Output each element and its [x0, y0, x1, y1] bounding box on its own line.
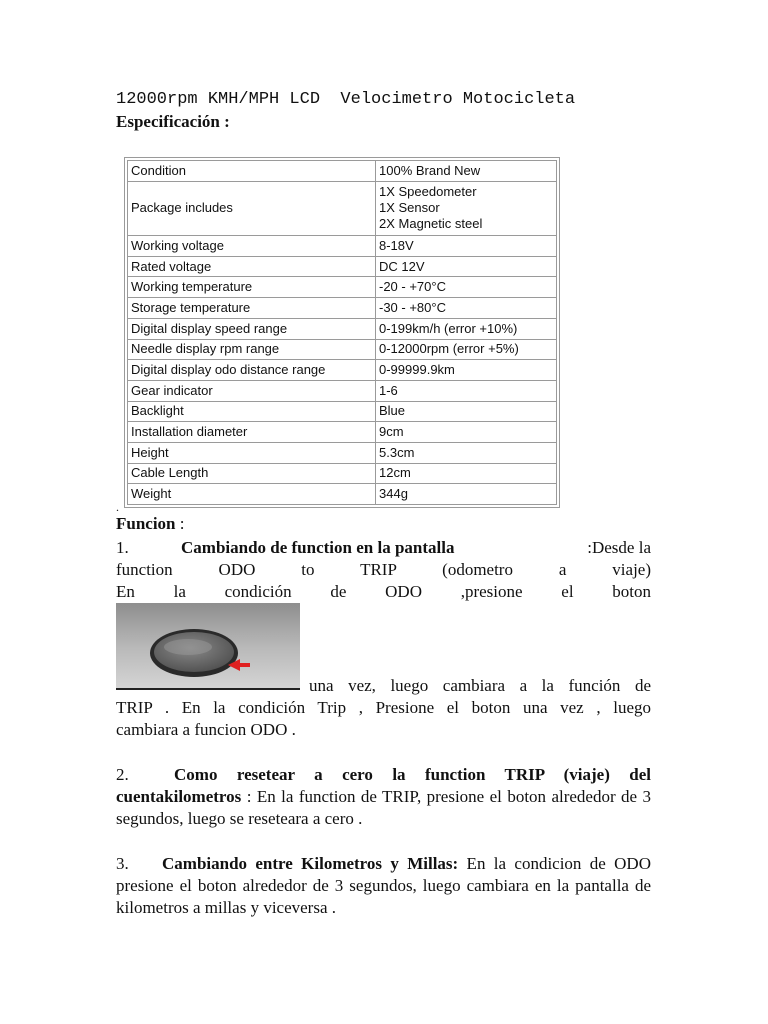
spec-value-cell: [376, 401, 557, 422]
section-1-line-3: En la condición de ODO ,presione el boton: [116, 582, 651, 601]
spec-key-cell: Height: [128, 442, 376, 463]
section-1-line-1-rest: :Desde la: [587, 538, 651, 557]
table-row: [128, 236, 557, 257]
spec-value-cell: [376, 442, 557, 463]
spec-value-cell: [376, 380, 557, 401]
spec-value-line: 344g: [379, 486, 408, 502]
spec-value-line: 0-12000rpm (error +5%): [379, 341, 519, 357]
spec-key-cell: Package includes: [128, 181, 376, 235]
section-1-line-5: TRIP . En la condición Trip , Presione el boton una vez , luego: [116, 698, 651, 717]
funcion-label: Funcion: [116, 514, 176, 533]
spec-value-line: 0-99999.9km: [379, 362, 455, 377]
spec-value-line: 1X Sensor: [379, 200, 440, 216]
spec-key-cell: Gear indicator: [128, 380, 376, 401]
table-row: [128, 442, 557, 463]
specification-heading: Especificación :: [116, 112, 230, 131]
section-3: [116, 853, 651, 919]
button-photo: [116, 603, 300, 690]
table-row: [128, 161, 557, 182]
section-2: [116, 764, 651, 830]
document-title: 12000rpm KMH/MPH LCD Velocimetro Motocicleta: [116, 90, 576, 109]
table-row: [128, 339, 557, 360]
spec-value-line: 8-18V: [379, 237, 414, 253]
section-3-heading: Cambiando entre Kilometros y Millas:: [162, 854, 459, 873]
spec-value-line: 1X Speedometer: [379, 184, 477, 200]
section-1-heading: Cambiando de function en la pantalla: [181, 538, 455, 557]
spec-key-cell: Storage temperature: [128, 298, 376, 319]
spec-key-cell: Cable Length: [128, 463, 376, 484]
section-2-text: : En la function de TRIP, presione el boton alrededor de 3 segundos, luego se reseteara a cero .: [116, 787, 651, 828]
section-2-heading: Como resetear a cero la function TRIP (viaje) del cuentakilometros: [116, 765, 651, 806]
spec-value-cell: [376, 360, 557, 381]
spec-key-cell: Needle display rpm range: [128, 339, 376, 360]
spec-value-cell: [376, 236, 557, 257]
table-row: [128, 360, 557, 381]
funcion-colon: :: [175, 514, 185, 533]
table-trailing-dot: .: [116, 500, 119, 514]
spec-key-cell: Digital display odo distance range: [128, 360, 376, 381]
table-row: [128, 401, 557, 422]
table-row: [128, 422, 557, 443]
spec-value-line: DC 12V: [379, 258, 425, 274]
section-1-line-2: function ODO to TRIP (odometro a viaje): [116, 560, 651, 579]
table-row: [128, 484, 557, 505]
spec-value-cell: [376, 298, 557, 319]
section-1-number: 1.: [116, 538, 129, 557]
spec-key-cell: Digital display speed range: [128, 318, 376, 339]
spec-value-line: 100% Brand New: [379, 162, 481, 178]
table-row: [128, 277, 557, 298]
spec-value-cell: [376, 318, 557, 339]
funcion-heading: [116, 513, 651, 535]
table-row: [128, 463, 557, 484]
spec-key-cell: Backlight: [128, 401, 376, 422]
spec-value-line: 9cm: [379, 424, 404, 440]
spec-key-cell: Weight: [128, 484, 376, 505]
spec-value-line: -20 - +70°C: [379, 279, 446, 295]
spec-table: [127, 160, 557, 505]
spec-value-cell: [376, 484, 557, 505]
spec-key-cell: Working voltage: [128, 236, 376, 257]
spec-value-cell: [376, 161, 557, 182]
spec-value-cell: [376, 463, 557, 484]
button-photo-image: [116, 603, 300, 690]
spec-key-cell: Working temperature: [128, 277, 376, 298]
section-1-line-1: [116, 537, 651, 559]
spec-key-cell: Installation diameter: [128, 422, 376, 443]
spec-value-cell: [376, 256, 557, 277]
spec-value-cell: [376, 181, 557, 235]
spec-value-line: 1-6: [379, 382, 398, 398]
section-3-number: 3.: [116, 854, 129, 873]
spec-key-cell: Rated voltage: [128, 256, 376, 277]
table-row: [128, 380, 557, 401]
table-row: [128, 298, 557, 319]
spec-value-line: 12cm: [379, 465, 411, 481]
table-row: [128, 318, 557, 339]
section-1-line-6: cambiara a funcion ODO .: [116, 720, 296, 739]
spec-value-line: 2X Magnetic steel: [379, 216, 483, 232]
section-1-after-image: una vez, luego cambiara a la función de: [309, 676, 651, 695]
spec-value-line: -30 - +80°C: [379, 299, 446, 315]
table-row: [128, 256, 557, 277]
spec-value-line: Blue: [379, 403, 406, 419]
spec-value-line: 0-199km/h (error +10%): [379, 320, 518, 336]
section-2-number: 2.: [116, 765, 129, 784]
spec-table-frame: [124, 157, 560, 508]
spec-value-line: 5.3cm: [379, 444, 415, 460]
table-row: [128, 181, 557, 235]
spec-value-cell: [376, 339, 557, 360]
spec-key-cell: Condition: [128, 161, 376, 182]
spec-value-cell: [376, 277, 557, 298]
section-3-text: En la condicion de ODO presione el boton alrededor de 3 segundos, luego cambiara en la pantalla de kilometros a millas y viceversa .: [116, 854, 651, 917]
spec-value-cell: [376, 422, 557, 443]
